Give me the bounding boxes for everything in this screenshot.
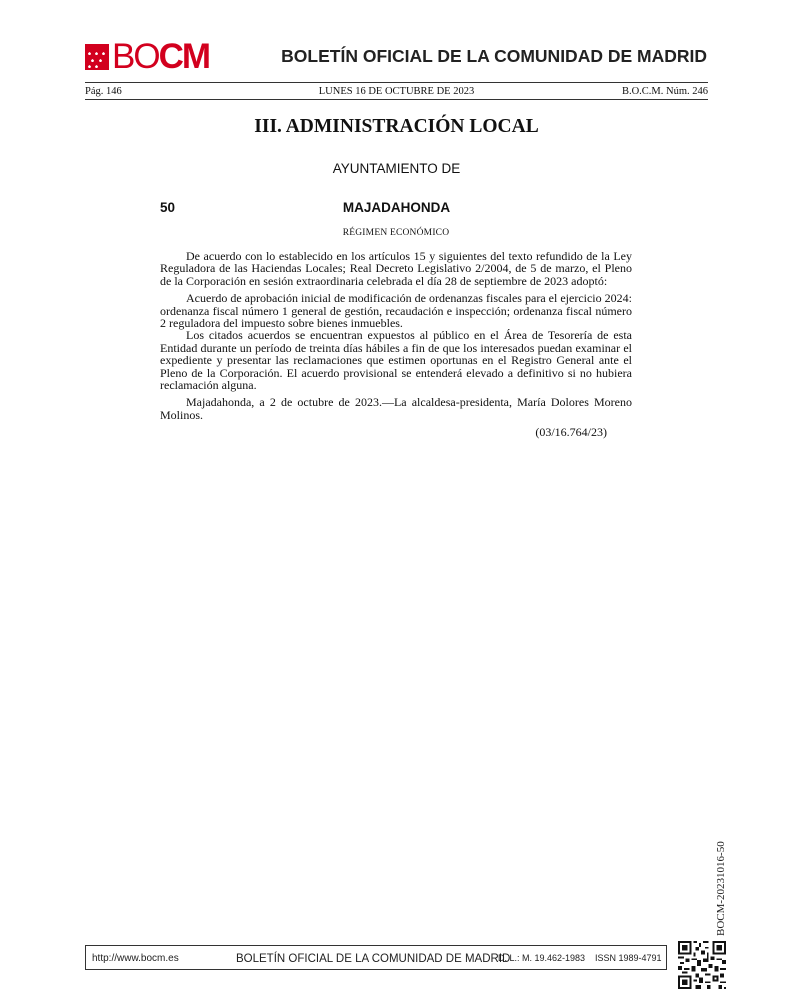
header-rule-top bbox=[85, 82, 708, 83]
logo-text-bo: BO bbox=[112, 37, 159, 76]
paragraph-1: De acuerdo con lo establecido en los artículos 15 y siguientes del texto refundido de la Ley Reguladora de las Haciendas Locales; Real Decreto Legislativo 2/2004, de 5 de marzo, el Pleno de la Corporación en sesión extraordinaria celebrada el día 28 de septiembre de 2023 adoptó: bbox=[160, 249, 632, 288]
logo-text-cm: CM bbox=[158, 37, 210, 76]
masthead-title: BOLETÍN OFICIAL DE LA COMUNIDAD DE MADRID bbox=[281, 46, 707, 66]
paragraph-3: Los citados acuerdos se encuentran expuestos al público en el Área de Tesorería de esta Entidad durante un período de treinta días hábiles a fin de que los interesados puedan examinar el expediente y presentar las reclamaciones que estimen oportunas en el Registro General ante el Pleno de la Corporación. El acuerdo provisional se entenderá elevado a definitivo si no hubiera reclamación alguna. bbox=[160, 328, 632, 393]
reference-code: (03/16.764/23) bbox=[535, 425, 607, 440]
vertical-document-id bbox=[708, 828, 732, 936]
bocm-logo bbox=[85, 37, 215, 76]
madrid-flag-icon bbox=[85, 44, 109, 70]
entry-number: 50 bbox=[160, 200, 176, 215]
issue-number: B.O.C.M. Núm. 246 bbox=[621, 86, 708, 97]
paragraph-2: Acuerdo de aprobación inicial de modificación de ordenanzas fiscales para el ejercicio 2024: ordenanza fiscal número 1 general de gestión, recaudación e inspección; ordenanza fiscal número 2 reguladora del impuesto sobre bienes inmuebles. bbox=[160, 291, 632, 331]
announcement-body bbox=[160, 250, 632, 444]
footer-legal-deposit: D. L.: M. 19.462-1983 bbox=[498, 953, 586, 963]
issuer-name: MAJADAHONDA bbox=[342, 200, 451, 215]
footer-issn: ISSN 1989-4791 bbox=[595, 953, 662, 963]
signature-paragraph: Majadahonda, a 2 de octubre de 2023.—La alcaldesa-presidenta, María Dolores Moreno Molinos. bbox=[160, 395, 632, 422]
footer-url-link[interactable]: http://www.bocm.es bbox=[92, 953, 179, 964]
footer-publication-name: BOLETÍN OFICIAL DE LA COMUNIDAD DE MADRID bbox=[236, 953, 511, 965]
page-number: Pág. 146 bbox=[85, 86, 122, 97]
vertical-id-text: BOCM-20231016-50 bbox=[715, 841, 727, 936]
header-rule-bottom bbox=[85, 99, 708, 100]
qr-code-icon bbox=[678, 941, 726, 989]
subject-heading: RÉGIMEN ECONÓMICO bbox=[342, 228, 450, 238]
issue-date: LUNES 16 DE OCTUBRE DE 2023 bbox=[318, 86, 475, 97]
issuer-prefix: AYUNTAMIENTO DE bbox=[332, 161, 461, 176]
logo-wordmark bbox=[112, 39, 209, 75]
section-title: III. ADMINISTRACIÓN LOCAL bbox=[254, 116, 539, 137]
